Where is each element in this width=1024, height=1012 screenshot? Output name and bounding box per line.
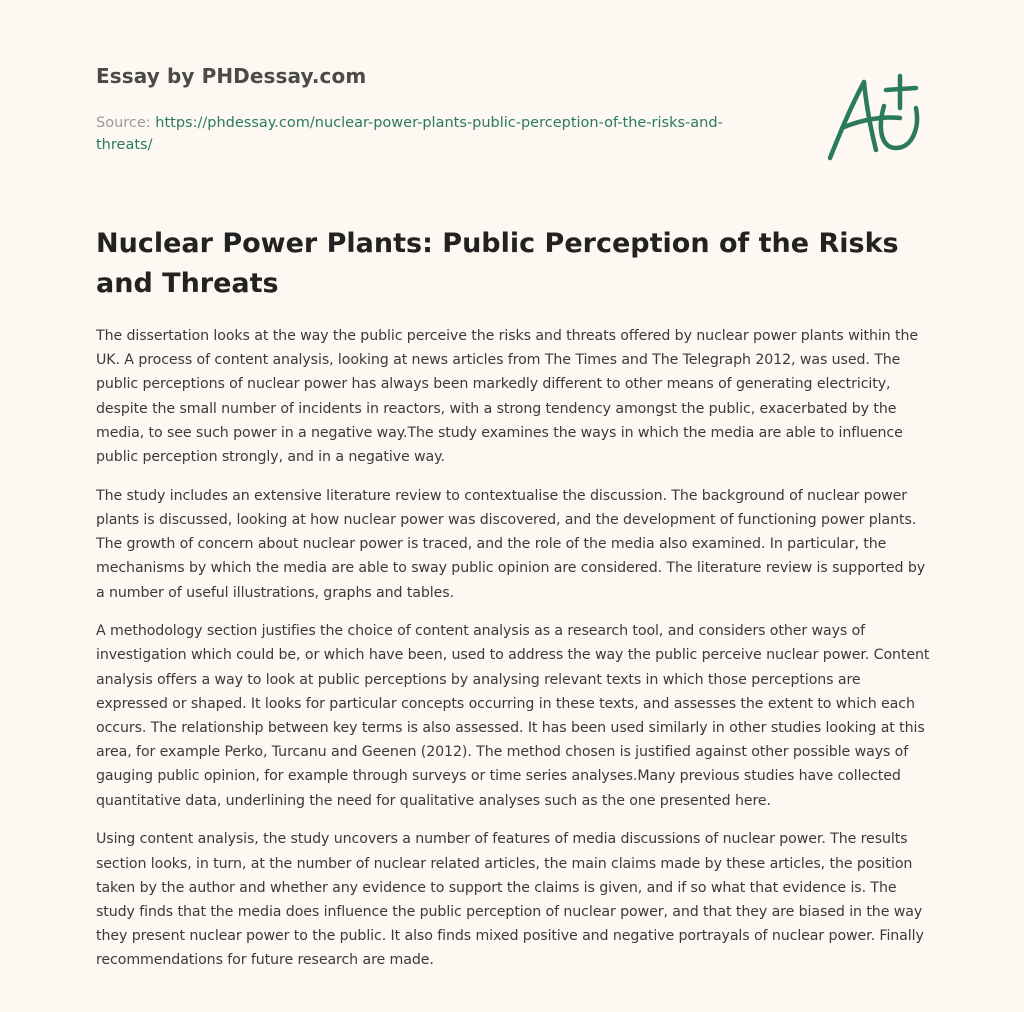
article-paragraph: Using content analysis, the study uncovers a number of features of media discussions of nuclear power. The results section looks, in turn, at the number of nuclear related articles, the main claims made by these articles, the position taken by the author and whether any evidence to support the claims is given, and if so what that evidence is. The study finds that the media does influence the public perception of nuclear power, and that they are biased in the way they present nuclear power to the public. It also finds mixed positive and negative portrayals of nuclear power. Finally recommendations for future research are made. (96, 831, 924, 969)
article-paragraph: The dissertation looks at the way the public perceive the risks and threats offered by nuclear power plants within the UK. A process of content analysis, looking at news articles from The Times and The Telegraph 2012, was used. The public perceptions of nuclear power has always been markedly different to other means of generating electricity, despite the small number of incidents in reactors, with a strong tendency amongst the public, exacerbated by the media, to see such power in a negative way.The study examines the ways in which the media are able to influence public perception strongly, and in a negative way. (96, 328, 918, 466)
source-line (96, 112, 776, 156)
a-plus-logo (820, 68, 930, 168)
article-body (96, 324, 932, 987)
a-plus-logo-icon (820, 68, 930, 168)
site-brand: Essay by PHDessay.com (96, 64, 367, 88)
article-title: Nuclear Power Plants: Public Perception of the Risks and Threats (96, 228, 899, 299)
article-paragraph: A methodology section justifies the choice of content analysis as a research tool, and considers other ways of investigation which could be, or which have been, used to address the way the public perceive nuclear power. Content analysis offers a way to look at public perceptions by analysing relevant texts in which those perceptions are expressed or shaped. It looks for particular concepts occurring in these texts, and assesses the extent to which each occurs. The relationship between key terms is also assessed. It has been used similarly in other studies looking at this area, for example Perko, Turcanu and Geenen (2012). The method chosen is justified against other possible ways of gauging public opinion, for example through surveys or time series analyses.Many previous studies have collected quantitative data, underlining the need for qualitative analyses such as the one presented here. (96, 623, 930, 809)
article-paragraph: The study includes an extensive literature review to contextualise the discussion. The background of nuclear power plants is discussed, looking at how nuclear power was discovered, and the development of functioning power plants. The growth of concern about nuclear power is traced, and the role of the media also examined. In particular, the mechanisms by which the media are able to sway public opinion are considered. The literature review is supported by a number of useful illustrations, graphs and tables. (96, 487, 926, 601)
source-link[interactable]: https://phdessay.com/nuclear-power-plants-public-perception-of-the-risks-and-threats/ (96, 115, 723, 153)
source-label: Source: (96, 115, 156, 131)
